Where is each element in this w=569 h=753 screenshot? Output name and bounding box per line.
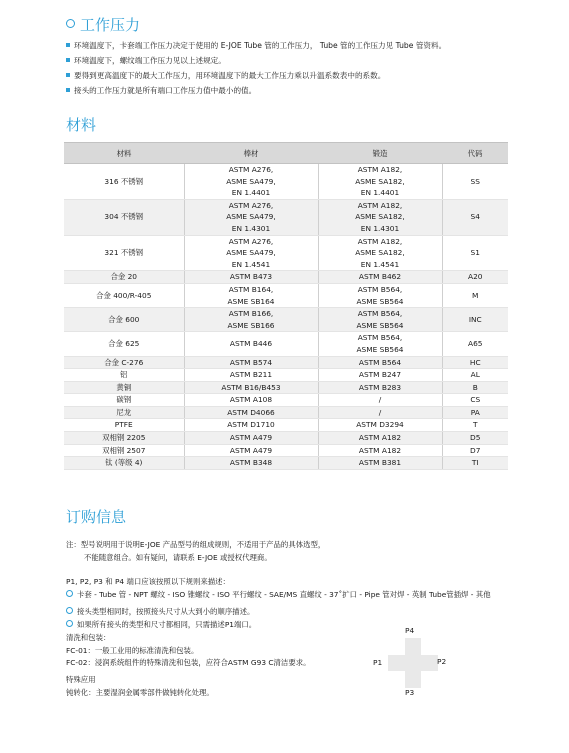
cell-forging xyxy=(318,332,442,356)
rule-text: 接头类型相同时，按照接头尺寸从大到小的顺序描述。 xyxy=(77,607,255,617)
cell-bar-line: EN 1.4301 xyxy=(231,223,271,233)
cell-bar xyxy=(184,332,318,356)
cell-material: 碳钢 xyxy=(64,394,184,407)
cell-forging xyxy=(318,369,442,382)
column-header-material: 材料 xyxy=(64,143,184,164)
cell-bar-line: ASTM B446 xyxy=(229,339,273,349)
table-row xyxy=(64,406,508,419)
table-row xyxy=(64,419,508,432)
cell-forging-line: ASTM B564, xyxy=(357,284,403,294)
cell-bar xyxy=(184,271,318,284)
cell-code: B xyxy=(442,381,508,394)
cell-bar-line: ASME SA479, xyxy=(226,212,276,222)
table-row xyxy=(64,432,508,445)
cell-forging-line: ASTM A182, xyxy=(357,236,403,246)
cell-forging xyxy=(318,419,442,432)
cell-forging-line: ASME SB564 xyxy=(356,320,404,330)
cell-material: 321 不锈钢 xyxy=(64,235,184,271)
cell-forging xyxy=(318,444,442,457)
cell-bar-line: ASTM A276, xyxy=(228,200,274,210)
cell-code: AL xyxy=(442,369,508,382)
table-row xyxy=(64,457,508,470)
cell-forging-line: ASTM D3294 xyxy=(356,420,404,430)
cell-bar-line: ASME SB166 xyxy=(227,320,275,330)
cell-bar-line: ASTM B473 xyxy=(229,272,273,282)
table-row xyxy=(64,308,508,332)
cleaning-title: 清洗和包装： xyxy=(66,632,111,642)
materials-table-body xyxy=(64,164,508,470)
cell-bar-line: ASTM B348 xyxy=(229,458,273,468)
cell-forging-line: ASTM B564, xyxy=(357,333,403,343)
cell-code: INC xyxy=(442,308,508,332)
cell-bar-line: EN 1.4541 xyxy=(231,259,271,269)
table-row xyxy=(64,381,508,394)
cell-bar xyxy=(184,283,318,307)
cell-forging xyxy=(318,406,442,419)
cell-forging xyxy=(318,457,442,470)
cell-forging-line: ASTM B564 xyxy=(358,357,402,367)
cell-code: TI xyxy=(442,457,508,470)
cell-code: CS xyxy=(442,394,508,407)
cell-forging xyxy=(318,432,442,445)
end-types-line xyxy=(66,589,546,602)
cell-bar-line: ASME SA479, xyxy=(226,248,276,258)
column-header-forging: 锻造 xyxy=(318,143,442,164)
fc02-line: FC-02：浸润系统组件的特殊清洗和包装，应符合ASTM G93 C清洁要求。 xyxy=(66,658,311,668)
cell-bar xyxy=(184,394,318,407)
cell-forging xyxy=(318,271,442,284)
cell-material: 合金 20 xyxy=(64,271,184,284)
pressure-item xyxy=(66,68,446,83)
pressure-item xyxy=(66,38,446,53)
cell-forging-line: ASTM B247 xyxy=(358,370,402,380)
ring-bullet-icon xyxy=(66,19,75,28)
cell-bar xyxy=(184,235,318,271)
cell-material: 合金 400/R-405 xyxy=(64,283,184,307)
cell-forging xyxy=(318,394,442,407)
port-label-p3: P3 xyxy=(405,688,415,697)
square-bullet-icon xyxy=(66,43,70,47)
cell-forging-line: ASME SB564 xyxy=(356,344,404,354)
cross-horizontal-bar xyxy=(388,655,438,671)
pressure-list xyxy=(66,38,446,98)
cell-code: HC xyxy=(442,356,508,369)
rule-text: 如果所有接头的类型和尺寸都相同，只需描述P1端口。 xyxy=(77,620,257,630)
table-row xyxy=(64,283,508,307)
note-line: 不能随意组合。如有疑问，请联系 E-JOE 或授权代理商。 xyxy=(84,553,272,562)
table-row xyxy=(64,394,508,407)
cell-bar xyxy=(184,308,318,332)
cell-forging xyxy=(318,283,442,307)
cell-forging-line: ASME SA182, xyxy=(355,212,405,222)
cell-forging-line: EN 1.4541 xyxy=(360,259,400,269)
table-row xyxy=(64,199,508,235)
cell-bar-line: ASTM B164, xyxy=(228,284,274,294)
cell-forging-line: ASTM A182, xyxy=(357,200,403,210)
ports-intro: P1, P2, P3 和 P4 端口应该按照以下规则来描述： xyxy=(66,577,230,586)
rule-item xyxy=(66,619,546,632)
cell-bar-line: ASTM B16/B453 xyxy=(221,382,281,392)
column-header-code: 代码 xyxy=(442,143,508,164)
table-row xyxy=(64,444,508,457)
cell-forging xyxy=(318,235,442,271)
cell-forging-line: ASTM B283 xyxy=(358,382,402,392)
square-bullet-icon xyxy=(66,88,70,92)
cell-forging xyxy=(318,164,442,200)
pressure-item-text: 环境温度下，螺纹端工作压力见以上述规定。 xyxy=(74,56,226,65)
cell-bar-line: ASTM B574 xyxy=(229,357,273,367)
materials-table xyxy=(64,142,508,470)
pressure-item xyxy=(66,53,446,68)
cell-bar xyxy=(184,356,318,369)
cell-forging xyxy=(318,308,442,332)
cell-material: 合金 625 xyxy=(64,332,184,356)
cell-forging-line: / xyxy=(378,407,382,417)
column-header-bar: 棒材 xyxy=(184,143,318,164)
cell-code: PA xyxy=(442,406,508,419)
cell-bar-line: ASTM A276, xyxy=(228,165,274,174)
ordering-note xyxy=(66,538,325,564)
cell-forging xyxy=(318,381,442,394)
cell-material: 黄铜 xyxy=(64,381,184,394)
cell-bar-line: ASTM A108 xyxy=(229,395,273,405)
cell-forging-line: EN 1.4401 xyxy=(360,188,400,198)
cell-bar-line: ASME SA479, xyxy=(226,176,276,186)
cell-code: D7 xyxy=(442,444,508,457)
table-row xyxy=(64,356,508,369)
cell-material: 304 不锈钢 xyxy=(64,199,184,235)
cell-material: 铝 xyxy=(64,369,184,382)
cell-code: S1 xyxy=(442,235,508,271)
cell-bar-line: ASTM A479 xyxy=(229,445,273,455)
cell-forging-line: ASTM B462 xyxy=(358,272,402,282)
cell-bar-line: ASTM B166, xyxy=(228,309,274,319)
cell-bar-line: ASTM D4066 xyxy=(227,407,275,417)
square-bullet-icon xyxy=(66,73,70,77)
cell-material: 合金 600 xyxy=(64,308,184,332)
cell-bar-line: ASTM B211 xyxy=(229,370,273,380)
section-title-pressure xyxy=(66,14,140,35)
ring-bullet-icon xyxy=(66,590,73,597)
passivation-line: 钝转化：主要湿润金属零部件做钝转化处理。 xyxy=(66,687,214,697)
cell-material: PTFE xyxy=(64,419,184,432)
cell-code: D5 xyxy=(442,432,508,445)
fc01-line: FC-01：一般工业用的标准清洗和包装。 xyxy=(66,645,199,655)
cell-material: 双相钢 2507 xyxy=(64,444,184,457)
cell-material: 钛 (等级 4) xyxy=(64,457,184,470)
cell-bar-line: ASTM D1710 xyxy=(227,420,275,430)
cell-forging-line: / xyxy=(378,395,382,405)
cell-bar xyxy=(184,444,318,457)
table-row xyxy=(64,332,508,356)
cell-forging-line: ASME SB564 xyxy=(356,296,404,306)
cell-bar xyxy=(184,457,318,470)
cell-material: 尼龙 xyxy=(64,406,184,419)
port-label-p1: P1 xyxy=(373,658,383,667)
cell-forging xyxy=(318,356,442,369)
cell-forging-line: ASTM A182, xyxy=(357,165,403,174)
cell-forging-line: ASTM A182 xyxy=(358,445,402,455)
table-header-row xyxy=(64,143,508,164)
pressure-item-text: 要得到更高温度下的最大工作压力，用环境温度下的最大工作压力乘以升温系数表中的系数。 xyxy=(74,71,386,80)
port-label-p4: P4 xyxy=(405,626,415,635)
cell-code: A20 xyxy=(442,271,508,284)
cell-forging-line: ASME SA182, xyxy=(355,176,405,186)
cell-forging-line: ASTM A182 xyxy=(358,433,402,443)
cell-bar xyxy=(184,199,318,235)
table-row xyxy=(64,271,508,284)
pressure-item-text: 环境温度下，卡套端工作压力决定于使用的 E-JOE Tube 管的工作压力， Tube 管的工作压力见 Tube 管资料。 xyxy=(74,41,447,50)
cell-forging-line: ASTM B564, xyxy=(357,309,403,319)
cell-bar xyxy=(184,419,318,432)
cell-code: S4 xyxy=(442,199,508,235)
cell-bar xyxy=(184,381,318,394)
ordering-heading: 订购信息 xyxy=(66,508,127,526)
ring-bullet-icon xyxy=(66,620,73,627)
cell-bar-line: ASTM A479 xyxy=(229,433,273,443)
cell-code: M xyxy=(442,283,508,307)
cell-material: 双相钢 2205 xyxy=(64,432,184,445)
cell-bar-line: ASME SB164 xyxy=(227,296,275,306)
special-title: 特殊应用 xyxy=(66,674,96,684)
table-row xyxy=(64,369,508,382)
materials-heading: 材料 xyxy=(66,116,97,134)
cell-bar-line: ASTM A276, xyxy=(228,236,274,246)
cell-code: T xyxy=(442,419,508,432)
cell-bar xyxy=(184,432,318,445)
cell-bar xyxy=(184,164,318,200)
cell-code: A65 xyxy=(442,332,508,356)
ring-bullet-icon xyxy=(66,607,73,614)
square-bullet-icon xyxy=(66,58,70,62)
cell-material: 合金 C-276 xyxy=(64,356,184,369)
cell-forging-line: ASME SA182, xyxy=(355,248,405,258)
port-cross-diagram xyxy=(388,638,438,688)
ordering-rules xyxy=(66,576,546,699)
pressure-item-text: 接头的工作压力就是所有端口工作压力值中最小的值。 xyxy=(74,86,257,95)
rule-item xyxy=(66,606,546,619)
cell-forging-line: ASTM B381 xyxy=(358,458,402,468)
pressure-item xyxy=(66,83,446,98)
cell-bar xyxy=(184,406,318,419)
cell-forging xyxy=(318,199,442,235)
cell-code: SS xyxy=(442,164,508,200)
cell-forging-line: EN 1.4301 xyxy=(360,223,400,233)
port-label-p2: P2 xyxy=(437,657,447,666)
cell-material: 316 不锈钢 xyxy=(64,164,184,200)
note-line: 注：型号说明用于说明E-JOE 产品型号的组成规则，不适用于产品的具体选型， xyxy=(66,540,326,549)
end-types-text: 卡套 - Tube 管 - NPT 螺纹 - ISO 锥螺纹 - ISO 平行螺纹 - SAE/MS 直螺纹 - 37˚扩口 - Pipe 管对焊 - 英制 Tube管插焊 - 其他 xyxy=(77,589,491,599)
table-row xyxy=(64,235,508,271)
table-row xyxy=(64,164,508,200)
cell-bar-line: EN 1.4401 xyxy=(231,188,271,198)
cell-bar xyxy=(184,369,318,382)
pressure-heading: 工作压力 xyxy=(80,16,141,34)
